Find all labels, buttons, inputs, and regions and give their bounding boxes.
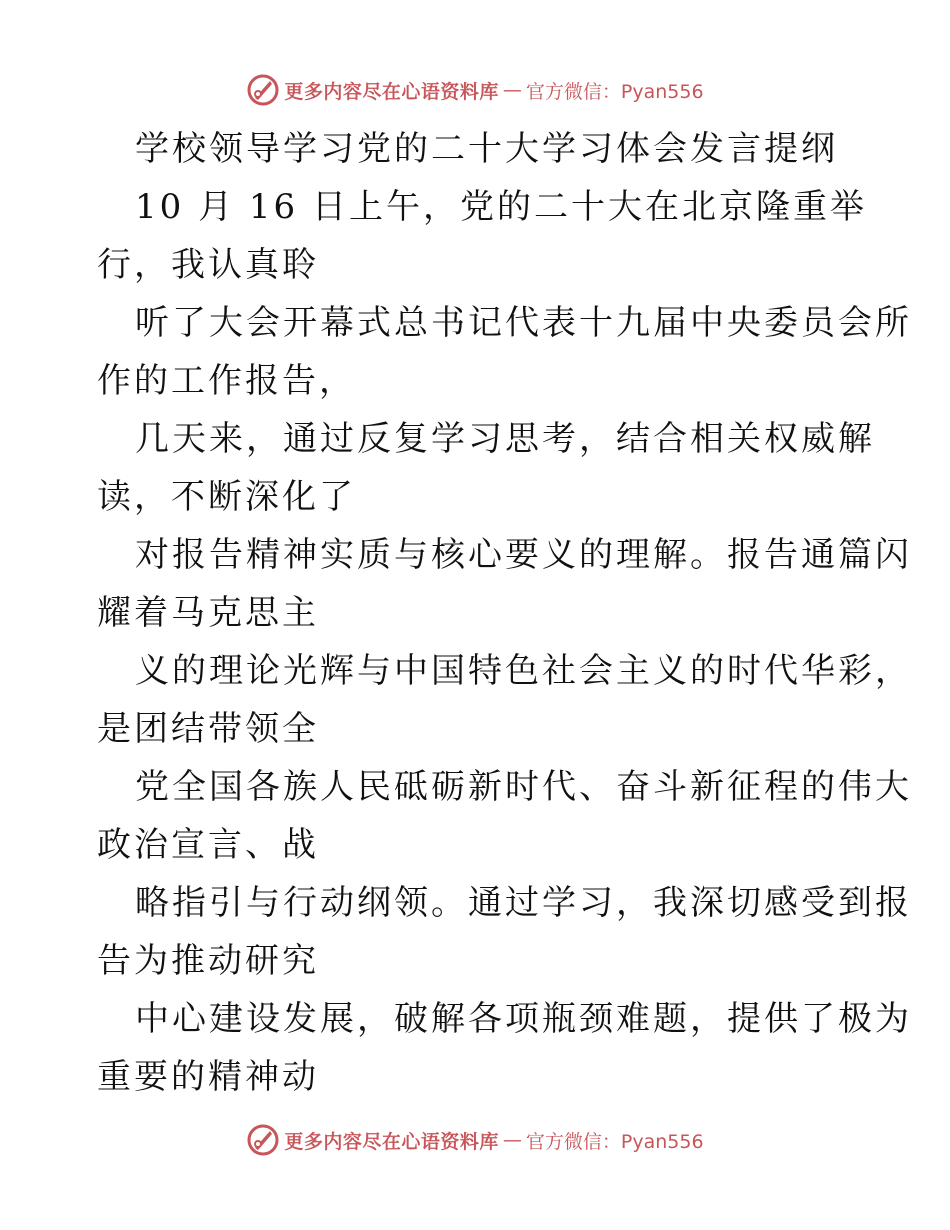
watermark-wechat: 官方微信：Pyan556 <box>525 80 704 103</box>
doc-line: 政治宣言、战 <box>97 825 319 865</box>
doc-line: 行，我认真聆 <box>97 245 319 285</box>
doc-line: 读，不断深化了 <box>97 477 356 517</box>
doc-line: 听了大会开幕式总书记代表十九届中央委员会所 <box>135 303 912 343</box>
watermark-wechat: 官方微信：Pyan556 <box>525 1130 704 1153</box>
doc-line: 几天来，通过反复学习思考，结合相关权威解 <box>135 419 875 459</box>
footer-watermark <box>0 1120 950 1160</box>
quill-logo-icon <box>246 73 280 107</box>
quill-logo-icon <box>246 1123 280 1157</box>
watermark-separator: — <box>502 79 522 101</box>
doc-line: 作的工作报告， <box>97 361 356 401</box>
doc-line: 耀着马克思主 <box>97 593 319 633</box>
doc-line: 略指引与行动纲领。通过学习，我深切感受到报 <box>135 883 912 923</box>
watermark-text: 更多内容尽在心语资料库 <box>284 80 499 103</box>
watermark-separator: — <box>502 1129 522 1151</box>
doc-line: 党全国各族人民砥砺新时代、奋斗新征程的伟大 <box>135 767 912 807</box>
document-body <box>97 120 912 1106</box>
doc-line: 学校领导学习党的二十大学习体会发言提纲 <box>135 129 838 169</box>
doc-line: 义的理论光辉与中国特色社会主义的时代华彩， <box>135 651 912 691</box>
doc-line: 10 月 16 日上午，党的二十大在北京隆重举 <box>135 187 867 227</box>
watermark-text: 更多内容尽在心语资料库 <box>284 1130 499 1153</box>
doc-line: 是团结带领全 <box>97 709 319 749</box>
doc-line: 告为推动研究 <box>97 941 319 981</box>
header-watermark <box>0 70 950 110</box>
doc-line: 对报告精神实质与核心要义的理解。报告通篇闪 <box>135 535 912 575</box>
doc-line: 重要的精神动 <box>97 1057 319 1097</box>
doc-line: 中心建设发展，破解各项瓶颈难题，提供了极为 <box>135 999 912 1039</box>
